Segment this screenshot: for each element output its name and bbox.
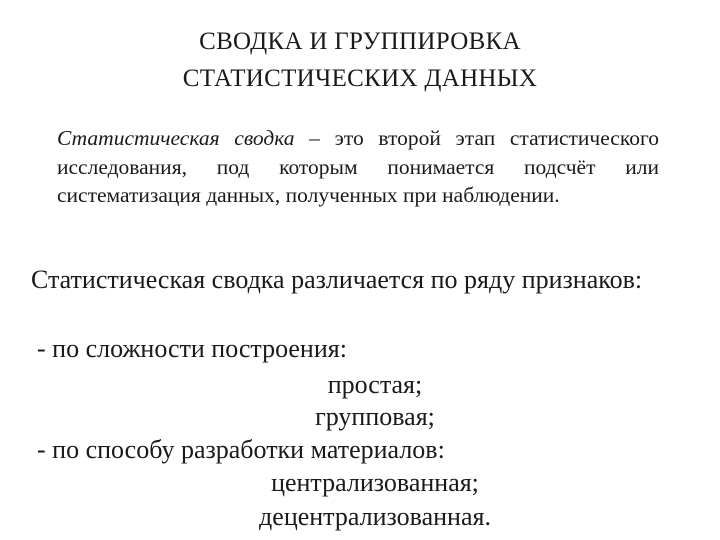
slide-title-line-1: СВОДКА И ГРУППИРОВКА (199, 28, 521, 55)
definition-text: – это второй этап статистического исследования, под которым понимается подсчёт или систематизация данных, полученных при наблюдении. (57, 126, 659, 207)
criterion-processing: - по способу разработки материалов: (37, 435, 445, 464)
slide-title-line-2: СТАТИСТИЧЕСКИХ ДАННЫХ (182, 65, 538, 92)
definition-term: Статистическая сводка (57, 126, 295, 150)
option-group: групповая; (315, 402, 435, 431)
criterion-complexity: - по сложности построения: (37, 334, 347, 363)
lead-sentence: Статистическая сводка различается по ряду признаков: (31, 265, 643, 294)
option-centralized: централизованная; (271, 468, 479, 497)
option-simple: простая; (327, 370, 423, 399)
definition-paragraph (57, 124, 659, 210)
option-decentralized: децентрализованная. (259, 502, 491, 531)
